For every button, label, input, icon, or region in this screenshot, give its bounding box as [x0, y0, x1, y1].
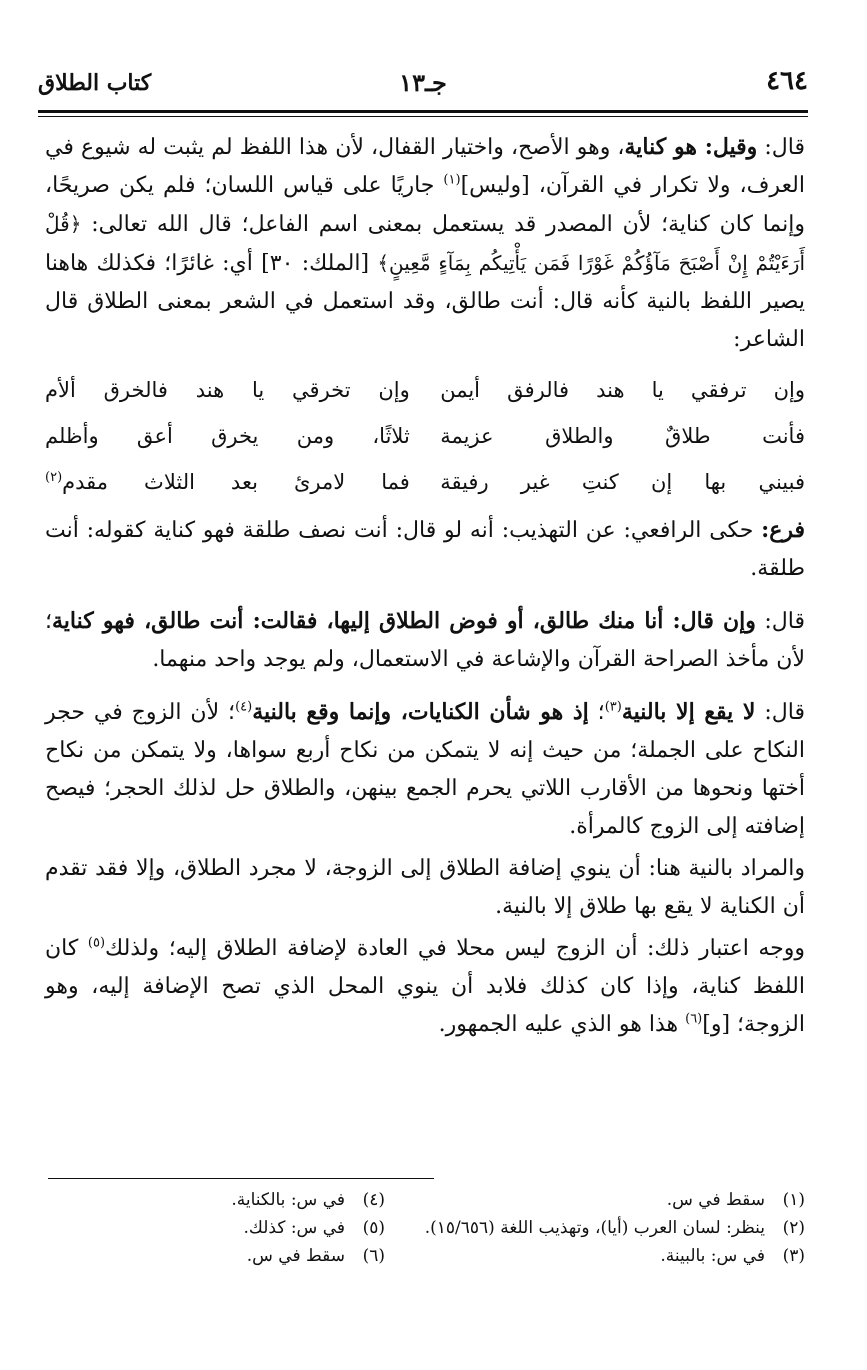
paragraph-6: ووجه اعتبار ذلك: أن الزوج ليس محلا في العادة لإضافة الطلاق إليه؛ ولذلك$^{(٥)}$ كان اللفظ كناية، وإذا كان كذلك فلابد أن ينوي المحل الذي تصح الإضافة إليه، وهو الزوجة؛ [و]$^{(٦)}$ هذا هو الذي عليه الجمهور. — [45, 935, 806, 1037]
paragraph-5: والمراد بالنية هنا: أن ينوي إضافة الطلاق إلى الزوجة، لا مجرد الطلاق، وإلا فقد تقدم أن الكناية لا يقع بها طلاق إلا بالنية. — [45, 856, 805, 919]
matn-text: لا يقع إلا بالنية — [621, 699, 756, 725]
footnote-text: سقط في س. — [666, 1190, 765, 1210]
footnote-text: في س: كذلك. — [243, 1218, 345, 1238]
verse-right: فأنت طلاقٌ والطلاق عزيمة — [440, 424, 805, 448]
paragraph-1: قال: وقيل: هو كناية، وهو الأصح، واختيار القفال، لأن هذا اللفظ لم يثبت له شيوع في العرف، ولا تكرار في القرآن، [وليس]$^{(١)}$ جاريًا على قياس اللسان؛ فلم يكن صريحًا، وإنما كان كناية؛ لأن المصدر قد يستعمل بمعنى اسم الفاعل؛ قال الله تعالى: ﴿قُلْ أَرَءَيْتُمْ إِنْ أَصْبَحَ مَآؤُكُمْ غَوْرًا فَمَن يَأْتِيكُم بِمَآءٍ مَّعِينٍ﴾ [الملك: ٣٠] أي: غائرًا؛ فكذلك هاهنا يصير اللفظ بالنية كأنه قال: أنت طالق، وقد استعمل في الشعر بمعنى الطلاق قال الشاعر: — [45, 134, 806, 352]
footnote-text: في س: بالبينة. — [660, 1246, 765, 1266]
footnote-ref-5: (٥) — [87, 935, 106, 951]
footnote-number: (٣) — [782, 1246, 805, 1266]
footnote-number: (١) — [782, 1190, 805, 1210]
footnote-ref-2: (٢) — [45, 470, 63, 485]
footnote — [45, 1186, 385, 1214]
footnote-ref-3: (٣) — [604, 699, 622, 715]
far-label: فرع: — [761, 517, 805, 543]
footnote-ref-1: (١) — [443, 172, 461, 188]
footnote — [45, 1214, 385, 1242]
volume-label: جـ١٣ — [399, 68, 447, 97]
matn-text: إذ هو شأن الكنايات، وإنما وقع بالنية — [252, 699, 589, 725]
footnote — [395, 1242, 805, 1270]
page-header — [38, 66, 808, 106]
quran-verse: ﴿قُلْ أَرَءَيْتُمْ إِنْ أَصْبَحَ مَآؤُكُمْ غَوْرًا فَمَن يَأْتِيكُم بِمَآءٍ مَّعِينٍ﴾ — [45, 212, 806, 275]
matn-text: وقيل: هو كناية — [624, 134, 758, 160]
matn-text: وإن قال: أنا منك طالق، أو فوض الطلاق إليها، فقالت: أنت طالق، فهو كناية — [52, 608, 756, 634]
footnote — [45, 1242, 385, 1270]
header-rule-thin — [38, 116, 808, 117]
footnotes — [45, 1186, 805, 1326]
footnote — [395, 1214, 805, 1242]
footnote-separator — [48, 1178, 434, 1179]
footnote-ref-4: (٤) — [235, 699, 253, 715]
verse-right: وإن ترفقي يا هند فالرفق أيمن — [440, 378, 805, 402]
footnote-number: (٤) — [362, 1190, 385, 1210]
verse-reference: [الملك: ٣٠] — [261, 251, 378, 276]
poem — [45, 367, 805, 505]
footnote-number: (٥) — [362, 1218, 385, 1238]
paragraph-4: قال: لا يقع إلا بالنية$^{(٣)}$؛ إذ هو شأن الكنايات، وإنما وقع بالنية$^{(٤)}$؛ لأن الزوج في حجر النكاح على الجملة؛ من حيث إنه لا يتمكن من نكاح أربع سواها، ولا يتمكن من نكاح أختها ونحوها من الأقارب اللاتي يحرم الجمع بينهن، والطلاق حل لذلك الحجر؛ فيصح إضافته إلى الزوج كالمرأة. — [45, 699, 805, 839]
book-title: كتاب الطلاق — [38, 70, 152, 96]
footnote-ref-6: (٦) — [685, 1011, 703, 1027]
footnote-text: في س: بالكناية. — [231, 1190, 345, 1210]
footnote-number: (٢) — [782, 1218, 805, 1238]
verse-left: فما لامرئ بعد الثلاث مقدم$^{(٢)}$ — [45, 470, 410, 494]
footnotes-column-left — [45, 1186, 385, 1270]
poem-verse — [45, 413, 805, 459]
poem-verse — [45, 459, 805, 505]
footnote-number: (٦) — [362, 1246, 385, 1266]
verse-right: فبيني بها إن كنتِ غير رفيقة — [440, 470, 805, 494]
footnote-text: سقط في س. — [246, 1246, 345, 1266]
verse-left: ثلاثًا، ومن يخرق أعق وأظلم — [45, 424, 410, 448]
poem-verse — [45, 367, 805, 413]
main-text — [45, 128, 805, 1044]
verse-left: وإن تخرقي يا هند فالخرق ألأم — [45, 378, 410, 402]
footnote — [395, 1186, 805, 1214]
footnotes-column-right — [395, 1186, 805, 1270]
paragraph-3: قال: وإن قال: أنا منك طالق، أو فوض الطلاق إليها، فقالت: أنت طالق، فهو كناية؛ لأن مأخذ الصراحة القرآن والإشاعة في الاستعمال، ولم يوجد واحد منهما. — [45, 608, 805, 672]
paragraph-2: فرع: حكى الرافعي: عن التهذيب: أنه لو قال: أنت نصف طلقة فهو كناية كقوله: أنت طلقة. — [45, 517, 805, 581]
page-number: ٤٦٤ — [766, 66, 808, 96]
header-rule-thick — [38, 110, 808, 113]
footnote-text: ينظر: لسان العرب (أيا)، وتهذيب اللغة (١٥/٦٥٦). — [424, 1218, 765, 1238]
